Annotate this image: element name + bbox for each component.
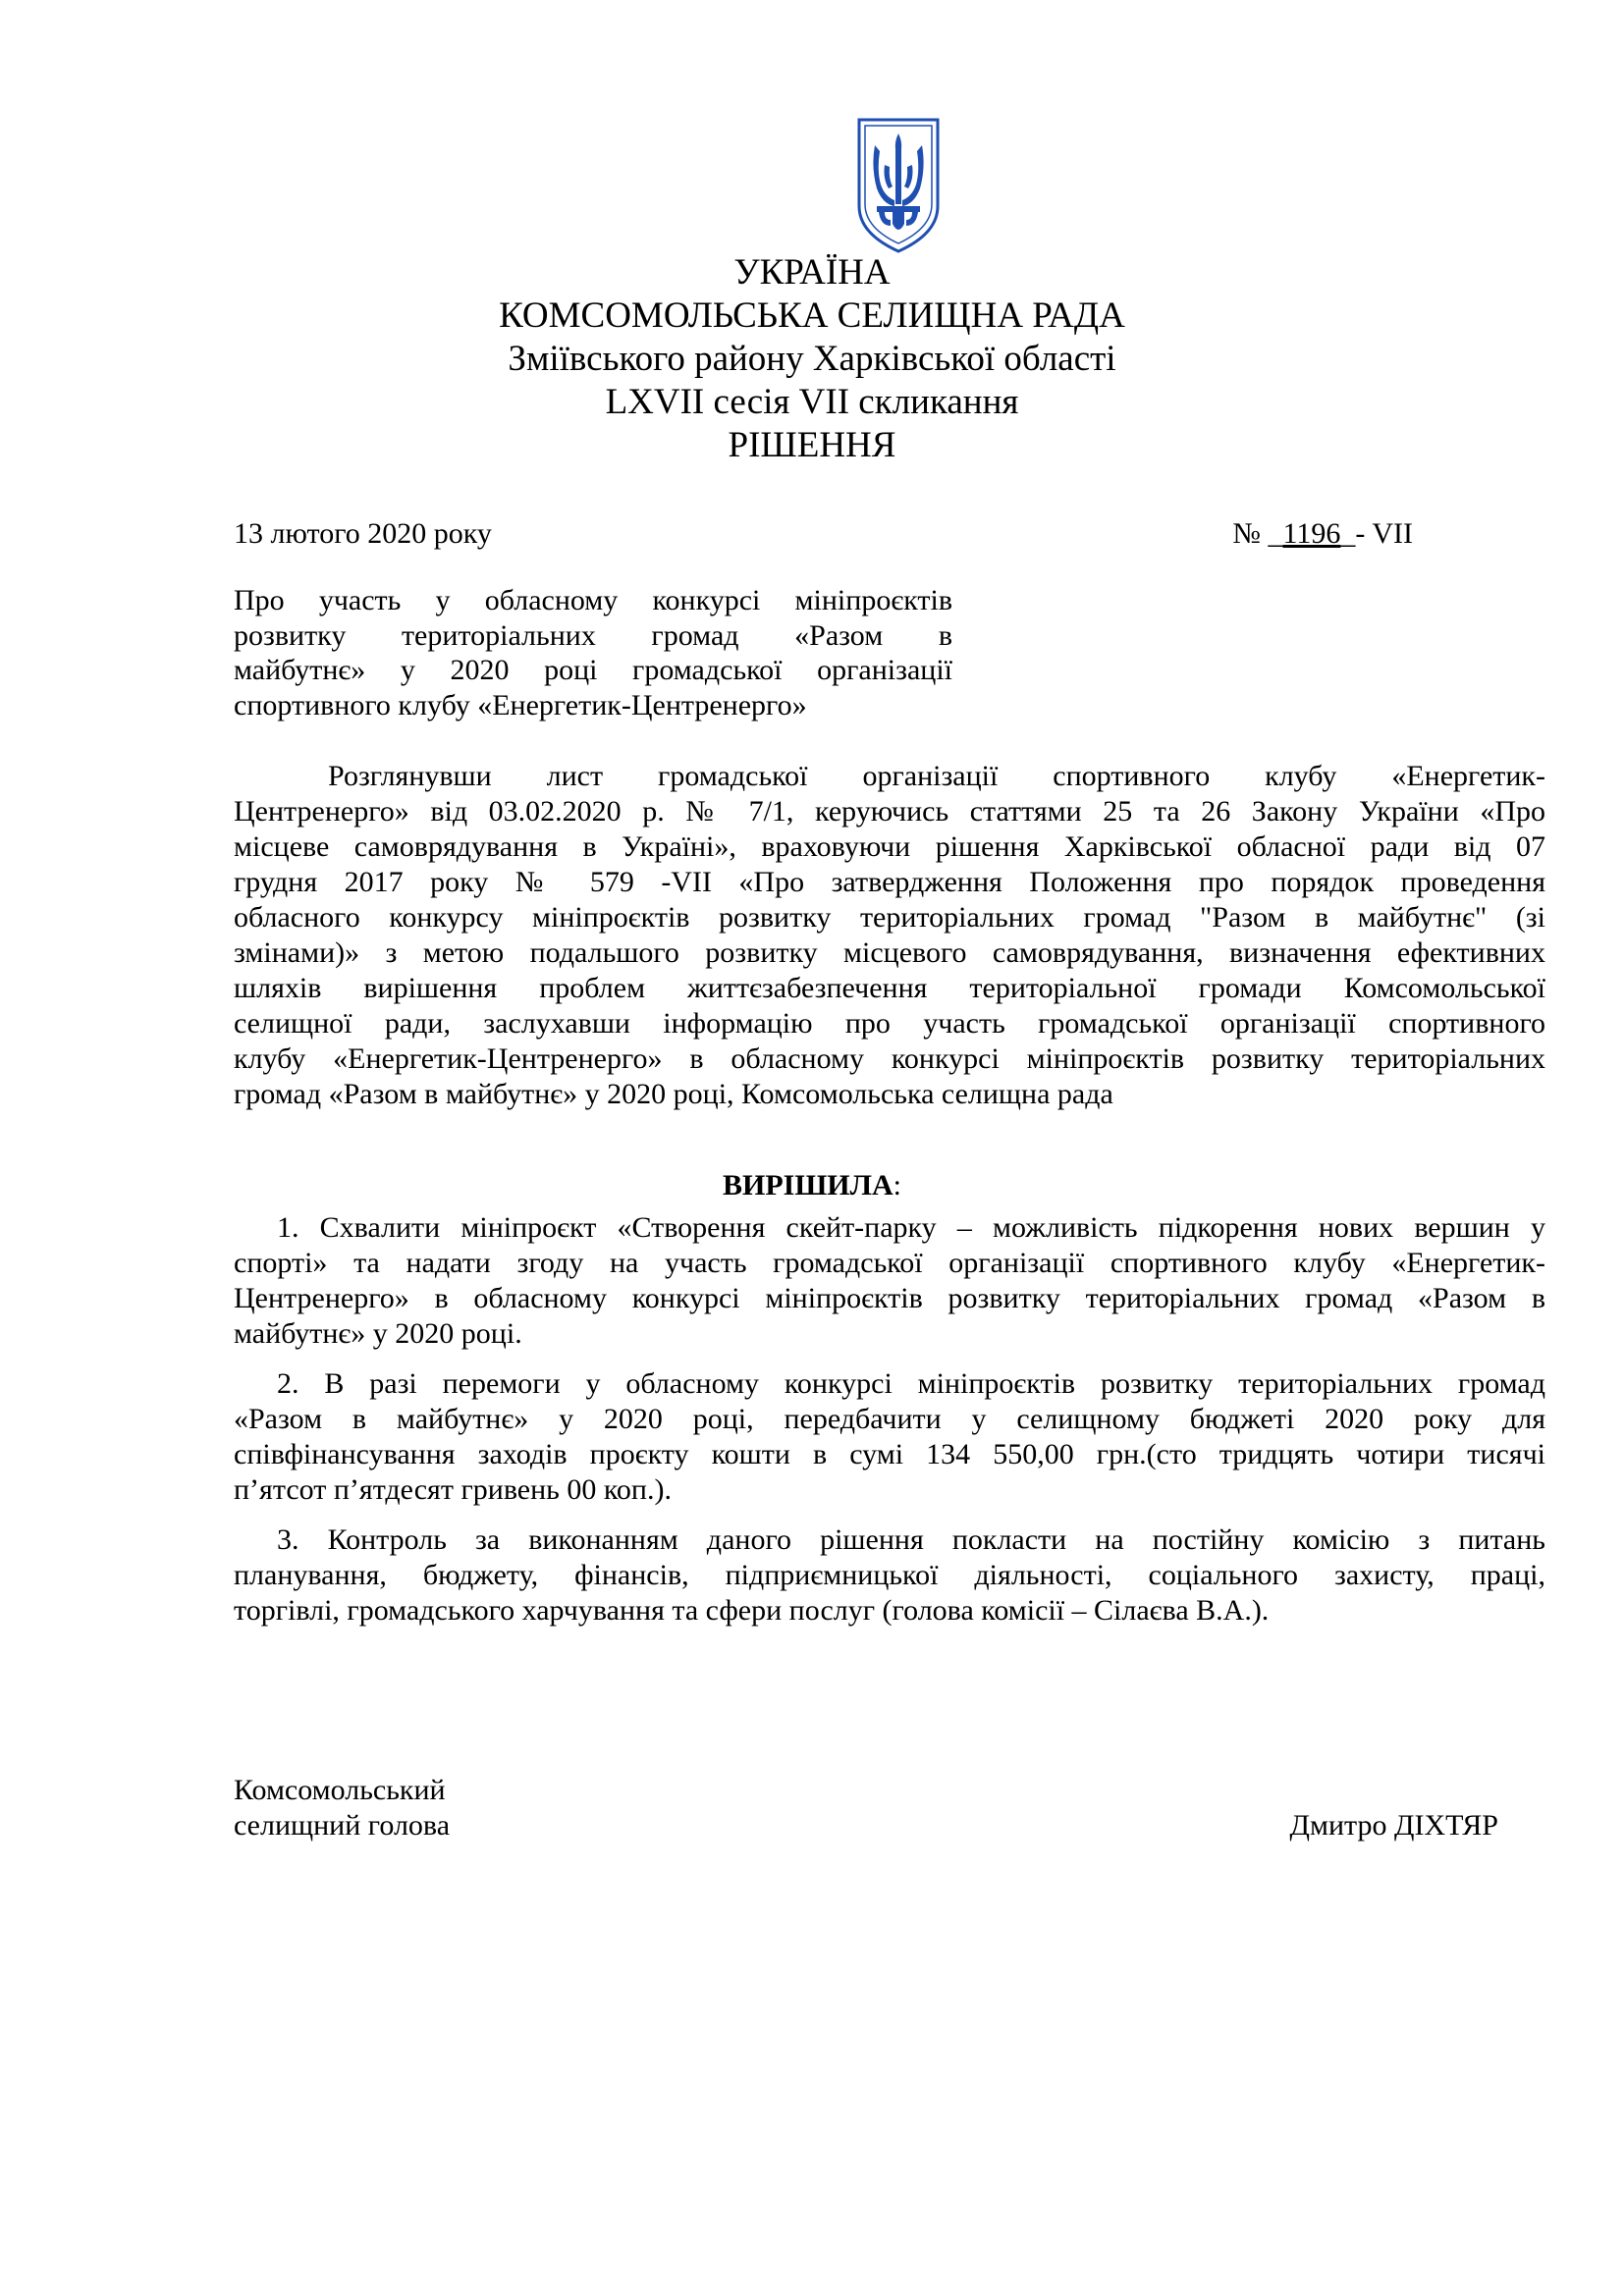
subject-line: Про участь у обласному конкурсі мініпроєктів [234, 584, 952, 616]
coat-of-arms-of-ukraine-icon [855, 116, 942, 255]
item-line: співфінансування заходів проєкту кошти в сумі 134 550,00 грн.(сто тридцять чотири тисячі [234, 1438, 1545, 1470]
preamble-line: змінами)» з метою подальшого розвитку місцевого самоврядування, визначення ефективних [234, 936, 1545, 969]
subject-line: розвитку територіальних громад «Разом в [234, 618, 952, 652]
decision-number-suffix: _- VII [1340, 517, 1413, 550]
resolved-heading [0, 1168, 1624, 1203]
preamble-line: шляхів вирішення проблем життєзабезпечення територіальної громади Комсомольської [234, 972, 1545, 1004]
signatory-title-line: Комсомольський [234, 1774, 446, 1806]
signatory-name: Дмитро ДІХТЯР [1289, 1809, 1498, 1842]
session-info: LXVII сесія VII скликання [605, 382, 1019, 422]
item-line: «Разом в майбутнє» у 2020 році, передбачити у селищному бюджеті 2020 року для [234, 1403, 1545, 1435]
district-name: Зміївського району Харківської області [508, 339, 1116, 379]
item-line: майбутнє» у 2020 році. [234, 1317, 522, 1350]
decision-item-1 [234, 1210, 1545, 1352]
decision-subject [234, 583, 952, 722]
preamble-line: громад «Разом в майбутнє» у 2020 році, Комсомольська селищна рада [234, 1078, 1113, 1110]
item-line: спорті» та надати згоду на участь громадської організації спортивного клубу «Енергетик- [234, 1247, 1545, 1279]
preamble-paragraph [234, 759, 1545, 1112]
subject-line: майбутнє» у 2020 році громадської організації [234, 654, 952, 686]
decision-number-value: 1196 [1282, 517, 1341, 550]
resolved-colon: : [893, 1169, 901, 1201]
item-line: 1. Схвалити мініпроєкт «Створення скейт-парку – можливість підкорення нових вершин у [277, 1211, 1545, 1244]
item-line: п’ятсот п’ятдесят гривень 00 коп.). [234, 1473, 672, 1506]
decision-number [1232, 516, 1413, 552]
preamble-line: Розглянувши лист громадської організації спортивного клубу «Енергетик- [328, 760, 1545, 792]
preamble-line: обласного конкурсу мініпроєктів розвитку територіальних громад "Разом в майбутнє" (зі [234, 901, 1545, 934]
signatory-title-line: селищний голова [234, 1809, 451, 1842]
item-line: 3. Контроль за виконанням даного рішення покласти на постійну комісію з питань [277, 1523, 1545, 1556]
preamble-line: Центренерго» від 03.02.2020 р. № 7/1, керуючись статтями 25 та 26 Закону України «Про [234, 795, 1545, 828]
item-line: Центренерго» в обласному конкурсі мініпроєктів розвитку територіальних громад «Разом в [234, 1282, 1545, 1314]
preamble-line: селищної ради, заслухавши інформацію про участь громадської організації спортивного [234, 1007, 1545, 1040]
decision-item-3 [234, 1522, 1545, 1629]
decision-number-prefix: № _ [1232, 517, 1283, 550]
item-line: 2. В разі перемоги у обласному конкурсі мініпроєктів розвитку територіальних громад [277, 1367, 1545, 1400]
item-line: планування, бюджету, фінансів, підприємницької діяльності, соціального захисту, праці, [234, 1559, 1545, 1591]
item-line: торгівлі, громадського харчування та сфери послуг (голова комісії – Сілаєва В.А.). [234, 1594, 1270, 1627]
country-name: УКРАЇНА [733, 252, 891, 293]
council-name: КОМСОМОЛЬСЬКА СЕЛИЩНА РАДА [499, 295, 1125, 336]
document-type: РІШЕННЯ [728, 425, 896, 465]
subject-line: спортивного клубу «Енергетик-Центренерго» [234, 688, 807, 721]
preamble-line: місцеве самоврядування в Україні», враховуючи рішення Харківської обласної ради від 07 [234, 830, 1545, 863]
signatory-title [234, 1773, 450, 1843]
preamble-line: клубу «Енергетик-Центренерго» в обласному конкурсі мініпроєктів розвитку територіальних [234, 1042, 1545, 1075]
document-header [0, 251, 1624, 467]
preamble-line: грудня 2017 року № 579 -VII «Про затвердження Положення про порядок проведення [234, 866, 1545, 898]
resolved-word: ВИРІШИЛА [723, 1169, 893, 1201]
decision-item-2 [234, 1366, 1545, 1508]
decision-date: 13 лютого 2020 року [234, 517, 492, 550]
